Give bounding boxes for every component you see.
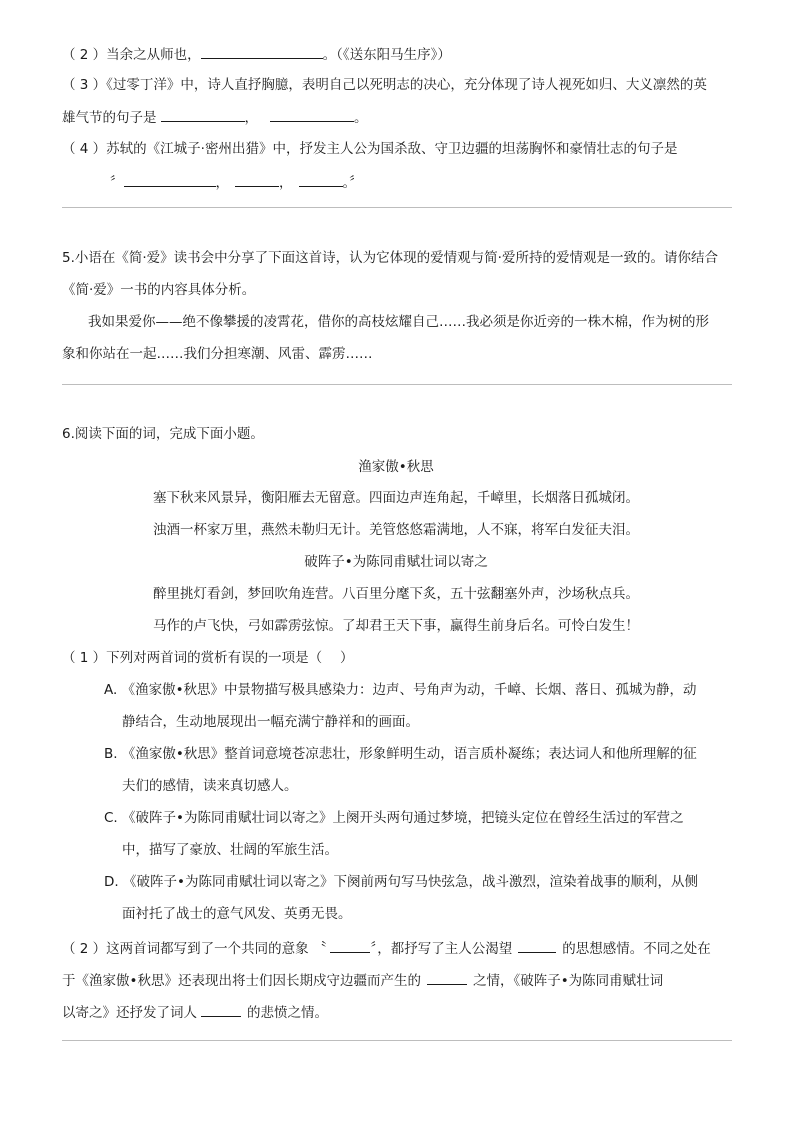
- q5-line1: 5.小语在《简·爱》读书会中分享了下面这首诗，认为它体现的爱情观与简·爱所持的爱情观是一致的。请你结合: [62, 250, 718, 266]
- answer-blank[interactable]: [299, 172, 343, 187]
- q4-4-sep: ，: [215, 175, 229, 191]
- q5-poem-line2: 象和你站在一起……我们分担寒潮、风雷、霹雳……: [62, 346, 373, 362]
- answer-blank[interactable]: [124, 172, 216, 187]
- section-divider: [62, 207, 732, 208]
- poem1-line2: 浊酒一杯家万里，燕然未勒归无计。羌管悠悠霜满地，人不寐，将军白发征夫泪。: [153, 522, 639, 538]
- q4-3-line1: （ 3 ）《过零丁洋》中，诗人直抒胸臆，表明自己以死明志的决心，充分体现了诗人视死如归、大义凛然的英: [62, 77, 707, 93]
- answer-blank[interactable]: [518, 938, 556, 953]
- option-a-line1[interactable]: A. 《渔家傲•秋思》中景物描写极具感染力：边声、号角声为动，千嶂、长烟、落日、孤城为静，动: [104, 682, 697, 698]
- q6-1-stem: （ 1 ）下列对两首词的赏析有误的一项是（ ）: [62, 650, 354, 666]
- option-c-line2: 中，描写了豪放、壮阔的军旅生活。: [122, 842, 338, 858]
- section-divider: [62, 384, 732, 385]
- q6-2-text: 以寄之》还抒发了词人: [62, 1005, 197, 1021]
- q6-intro: 6.阅读下面的词，完成下面小题。: [62, 426, 264, 442]
- answer-blank[interactable]: [161, 107, 245, 122]
- answer-blank[interactable]: [201, 1002, 241, 1017]
- q6-2-text: 之情，《破阵子•为陈同甫赋壮词: [472, 973, 664, 989]
- option-d-line2: 面衬托了战士的意气风发、英勇无畏。: [122, 906, 352, 922]
- q4-2-line: [62, 44, 451, 64]
- q4-2-prefix: （ 2 ）当余之从师也，: [62, 47, 201, 63]
- q6-2-text: 于《渔家傲•秋思》还表现出将士们因长期戍守边疆而产生的: [62, 973, 421, 989]
- q6-2-line2: [62, 970, 663, 990]
- option-b-line2: 夫们的感情，读来真切感人。: [122, 778, 298, 794]
- q5-poem-line1: 我如果爱你——绝不像攀援的凌霄花，借你的高枝炫耀自己……我必须是你近旁的一株木棉，作为树的形: [88, 314, 709, 330]
- q6-2-text: 的思想感情。不同之处在: [562, 941, 711, 957]
- q6-2-line3: [62, 1002, 328, 1022]
- poem2-line1: 醉里挑灯看剑，梦回吹角连营。八百里分麾下炙，五十弦翻塞外声，沙场秋点兵。: [153, 586, 639, 602]
- poem1-line1: 塞下秋来风景异，衡阳雁去无留意。四面边声连角起，千嶂里，长烟落日孤城闭。: [153, 490, 639, 506]
- q6-2-line1: [62, 938, 711, 958]
- poem1-title: 渔家傲•秋思: [358, 459, 434, 475]
- poem2-title: 破阵子•为陈同甫赋壮词以寄之: [304, 554, 488, 570]
- q4-3-end: 。: [354, 110, 368, 126]
- option-a-line2: 静结合，生动地展现出一幅充满宁静祥和的画面。: [122, 714, 419, 730]
- q4-4-sep: ，: [279, 175, 293, 191]
- q5-line2: 《简·爱》一书的内容具体分析。: [62, 282, 256, 298]
- answer-blank[interactable]: [270, 107, 354, 122]
- q4-4-end: 。〞: [342, 175, 363, 191]
- q6-2-text: （ 2 ）这两首词都写到了一个共同的意象 〝: [62, 941, 327, 957]
- option-c-line1[interactable]: C. 《破阵子•为陈同甫赋壮词以寄之》上阕开头两句通过梦境，把镜头定位在曾经生活过的军营之: [104, 810, 684, 826]
- poem2-line2: 马作的卢飞快，弓如霹雳弦惊。了却君王天下事，赢得生前身后名。可怜白发生！: [153, 618, 639, 634]
- option-d-line1[interactable]: D. 《破阵子•为陈同甫赋壮词以寄之》下阕前两句写马快弦急，战斗激烈，渲染着战事的顺利，从侧: [104, 874, 698, 890]
- q4-4-open-quote: 〞: [110, 175, 124, 191]
- option-b-line1[interactable]: B. 《渔家傲•秋思》整首词意境苍凉悲壮，形象鲜明生动，语言质朴凝练；表达词人和他所理解的征: [104, 746, 697, 762]
- q6-2-text: 〞，都抒写了主人公渴望: [370, 941, 513, 957]
- section-divider: [62, 1040, 732, 1041]
- q4-3-line2: [62, 107, 368, 127]
- q4-3-sep: ，: [244, 110, 258, 126]
- answer-blank[interactable]: [427, 970, 467, 985]
- answer-blank[interactable]: [330, 938, 370, 953]
- q6-2-text: 的悲愤之情。: [247, 1005, 328, 1021]
- q4-2-suffix: 。（《送东阳马生序》）: [322, 47, 451, 63]
- answer-blank[interactable]: [235, 172, 279, 187]
- answer-blank[interactable]: [201, 44, 323, 59]
- q4-3-prefix: 雄气节的句子是: [62, 110, 157, 126]
- q4-4-line2: [110, 172, 363, 192]
- q4-4-line1: （ 4 ）苏轼的《江城子·密州出猎》中，抒发主人公为国杀敌、守卫边疆的坦荡胸怀和豪情壮志的句子是: [62, 141, 678, 157]
